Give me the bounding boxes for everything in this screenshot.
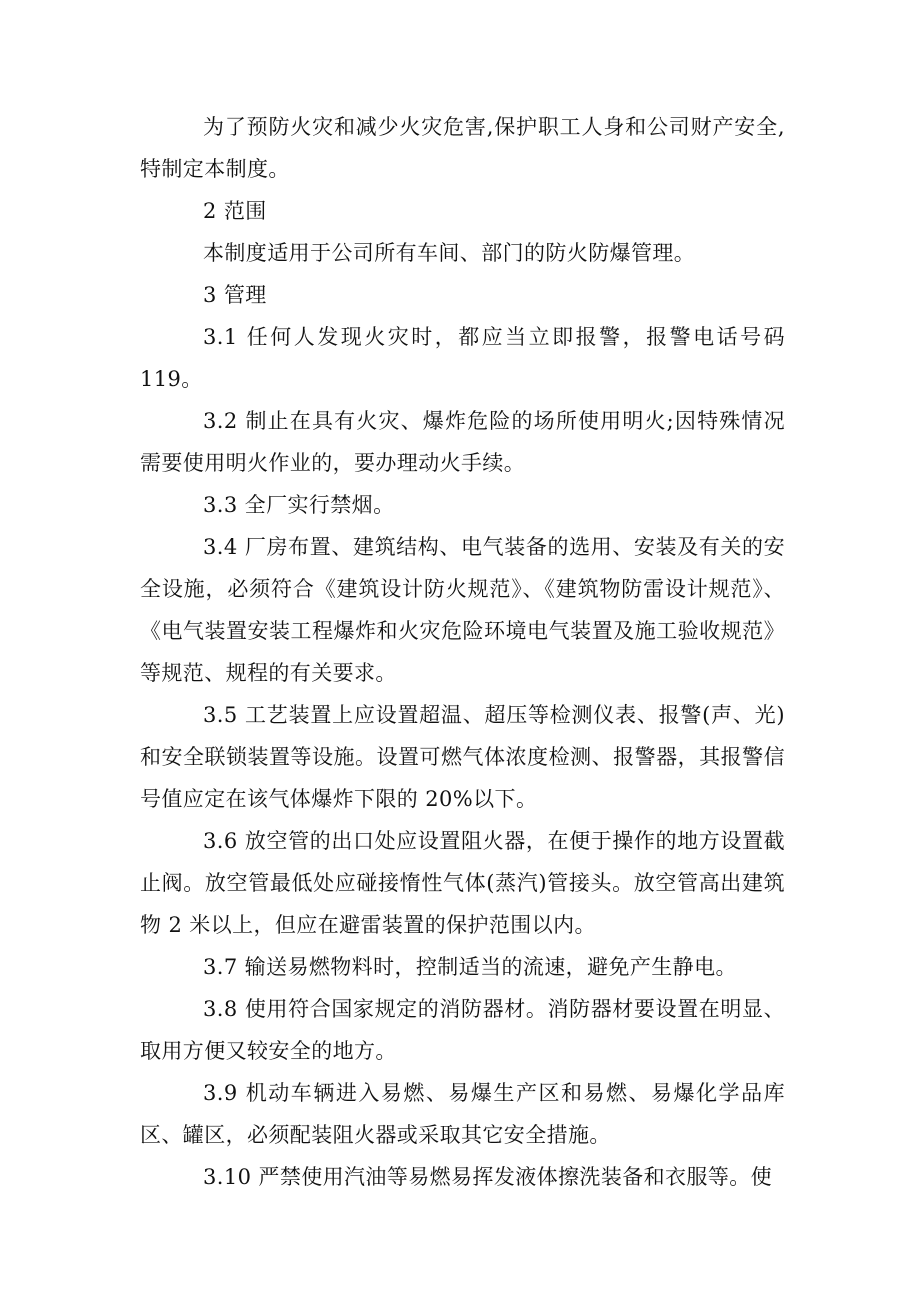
paragraph-3-9: 3.9 机动车辆进入易燃、易爆生产区和易燃、易爆化学品库区、罐区，必须配装阻火器或采取其它安全措施。 <box>140 1081 785 1147</box>
document-body <box>140 106 785 1198</box>
paragraph-3-3: 3.3 全厂实行禁烟。 <box>203 493 395 517</box>
paragraph-3-6: 3.6 放空管的出口处应设置阻火器，在便于操作的地方设置截止阀。放空管最低处应碰接惰性气体(蒸汽)管接头。放空管高出建筑物 2 米以上，但应在避雷装置的保护范围以内。 <box>140 829 785 937</box>
paragraph-3-4: 3.4 厂房布置、建筑结构、电气装备的选用、安装及有关的安全设施，必须符合《建筑设计防火规范》、《建筑物防雷设计规范》、《电气装置安装工程爆炸和火灾危险环境电气装置及施工验收规范》等规范、规程的有关要求。 <box>140 535 785 685</box>
paragraph-3-7: 3.7 输送易燃物料时，控制适当的流速，避免产生静电。 <box>203 955 737 979</box>
paragraph-scope: 本制度适用于公司所有车间、部门的防火防爆管理。 <box>203 241 696 265</box>
paragraph-3-8: 3.8 使用符合国家规定的消防器材。消防器材要设置在明显、取用方便又较安全的地方。 <box>140 997 785 1063</box>
paragraph-3-2: 3.2 制止在具有火灾、爆炸危险的场所使用明火;因特殊情况需要使用明火作业的，要办理动火手续。 <box>140 409 785 475</box>
paragraph-intro: 为了预防火灾和减少火灾危害,保护职工人身和公司财产安全,特制定本制度。 <box>140 115 785 181</box>
paragraph-3-10: 3.10 严禁使用汽油等易燃易挥发液体擦洗装备和衣服等。使 <box>203 1165 773 1189</box>
paragraph-3-1: 3.1 任何人发现火灾时，都应当立即报警，报警电话号码 119。 <box>140 325 785 391</box>
heading-scope: 2 范围 <box>203 199 267 223</box>
heading-management: 3 管理 <box>203 283 267 307</box>
paragraph-3-5: 3.5 工艺装置上应设置超温、超压等检测仪表、报警(声、光)和安全联锁装置等设施。设置可燃气体浓度检测、报警器，其报警信号值应定在该气体爆炸下限的 20%以下。 <box>140 703 785 811</box>
